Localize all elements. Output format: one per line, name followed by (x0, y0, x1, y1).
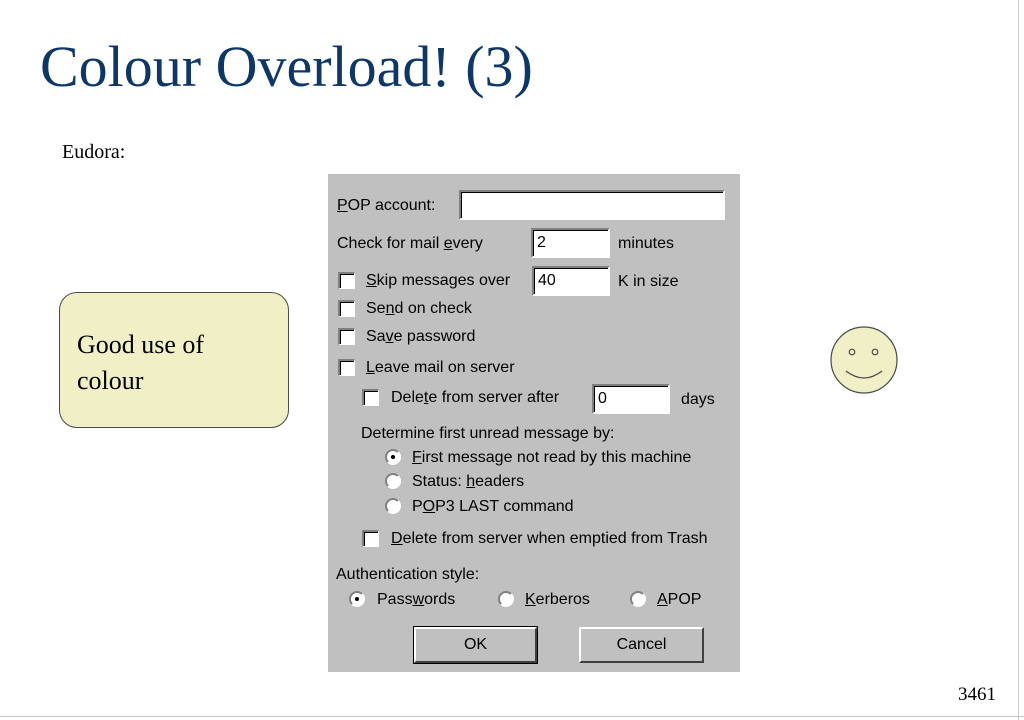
save-password-label: Save password (366, 328, 476, 345)
send-on-check-checkbox[interactable] (338, 300, 355, 317)
slide-bottom-rule (0, 716, 1024, 717)
k-in-size-label: K in size (618, 273, 679, 290)
check-mail-interval-input[interactable]: 2 (531, 228, 610, 258)
leave-mail-on-server-checkbox[interactable] (338, 359, 355, 376)
radio-first-message-label: First message not read by this machine (412, 449, 692, 466)
save-password-checkbox[interactable] (338, 328, 355, 345)
delete-after-days-input[interactable]: 0 (592, 384, 670, 414)
delete-when-trash-emptied-checkbox[interactable] (362, 530, 379, 547)
ok-button[interactable]: OK (414, 627, 537, 663)
radio-auth-passwords[interactable] (349, 591, 365, 607)
radio-status-headers[interactable] (385, 473, 401, 489)
delete-when-trash-emptied-label: Delete from server when emptied from Trash (391, 530, 708, 547)
minutes-label: minutes (618, 235, 675, 252)
radio-auth-apop[interactable] (630, 591, 646, 607)
radio-status-headers-label: Status: headers (412, 473, 525, 490)
delete-from-server-after-checkbox[interactable] (362, 389, 379, 406)
skip-messages-checkbox[interactable] (338, 272, 355, 289)
radio-auth-kerberos-label: Kerberos (525, 591, 590, 608)
cancel-button[interactable]: Cancel (579, 627, 704, 663)
delete-from-server-after-label: Delete from server after (391, 389, 560, 406)
smiley-face-icon (827, 325, 901, 395)
days-label: days (681, 391, 715, 408)
callout-box (59, 292, 289, 428)
send-on-check-label: Send on check (366, 300, 472, 317)
radio-first-message-not-read[interactable] (385, 449, 401, 465)
determine-first-unread-label: Determine first unread message by: (361, 425, 615, 442)
skip-messages-label: Skip messages over (366, 272, 511, 289)
radio-pop3-last-command[interactable] (385, 498, 401, 514)
slide-title: Colour Overload! (3) (40, 34, 533, 99)
radio-auth-apop-label: APOP (657, 591, 702, 608)
page-number: 3461 (958, 684, 996, 705)
radio-auth-passwords-label: Passwords (377, 591, 456, 608)
callout-text-line-1: Good use of (77, 330, 205, 359)
pop-account-input[interactable] (459, 190, 725, 220)
radio-pop3-last-command-label: POP3 LAST command (412, 498, 574, 515)
radio-auth-kerberos[interactable] (498, 591, 514, 607)
eudora-settings-dialog (328, 174, 740, 672)
slide-right-rule (1018, 0, 1019, 720)
check-mail-every-label: Check for mail every (337, 235, 483, 252)
skip-size-input[interactable]: 40 (532, 266, 610, 296)
slide-subtitle: Eudora: (62, 141, 126, 163)
callout-text-line-2: colour (77, 366, 144, 395)
leave-mail-on-server-label: Leave mail on server (366, 359, 515, 376)
pop-account-label: POP account: (337, 197, 436, 214)
authentication-style-label: Authentication style: (336, 566, 480, 583)
